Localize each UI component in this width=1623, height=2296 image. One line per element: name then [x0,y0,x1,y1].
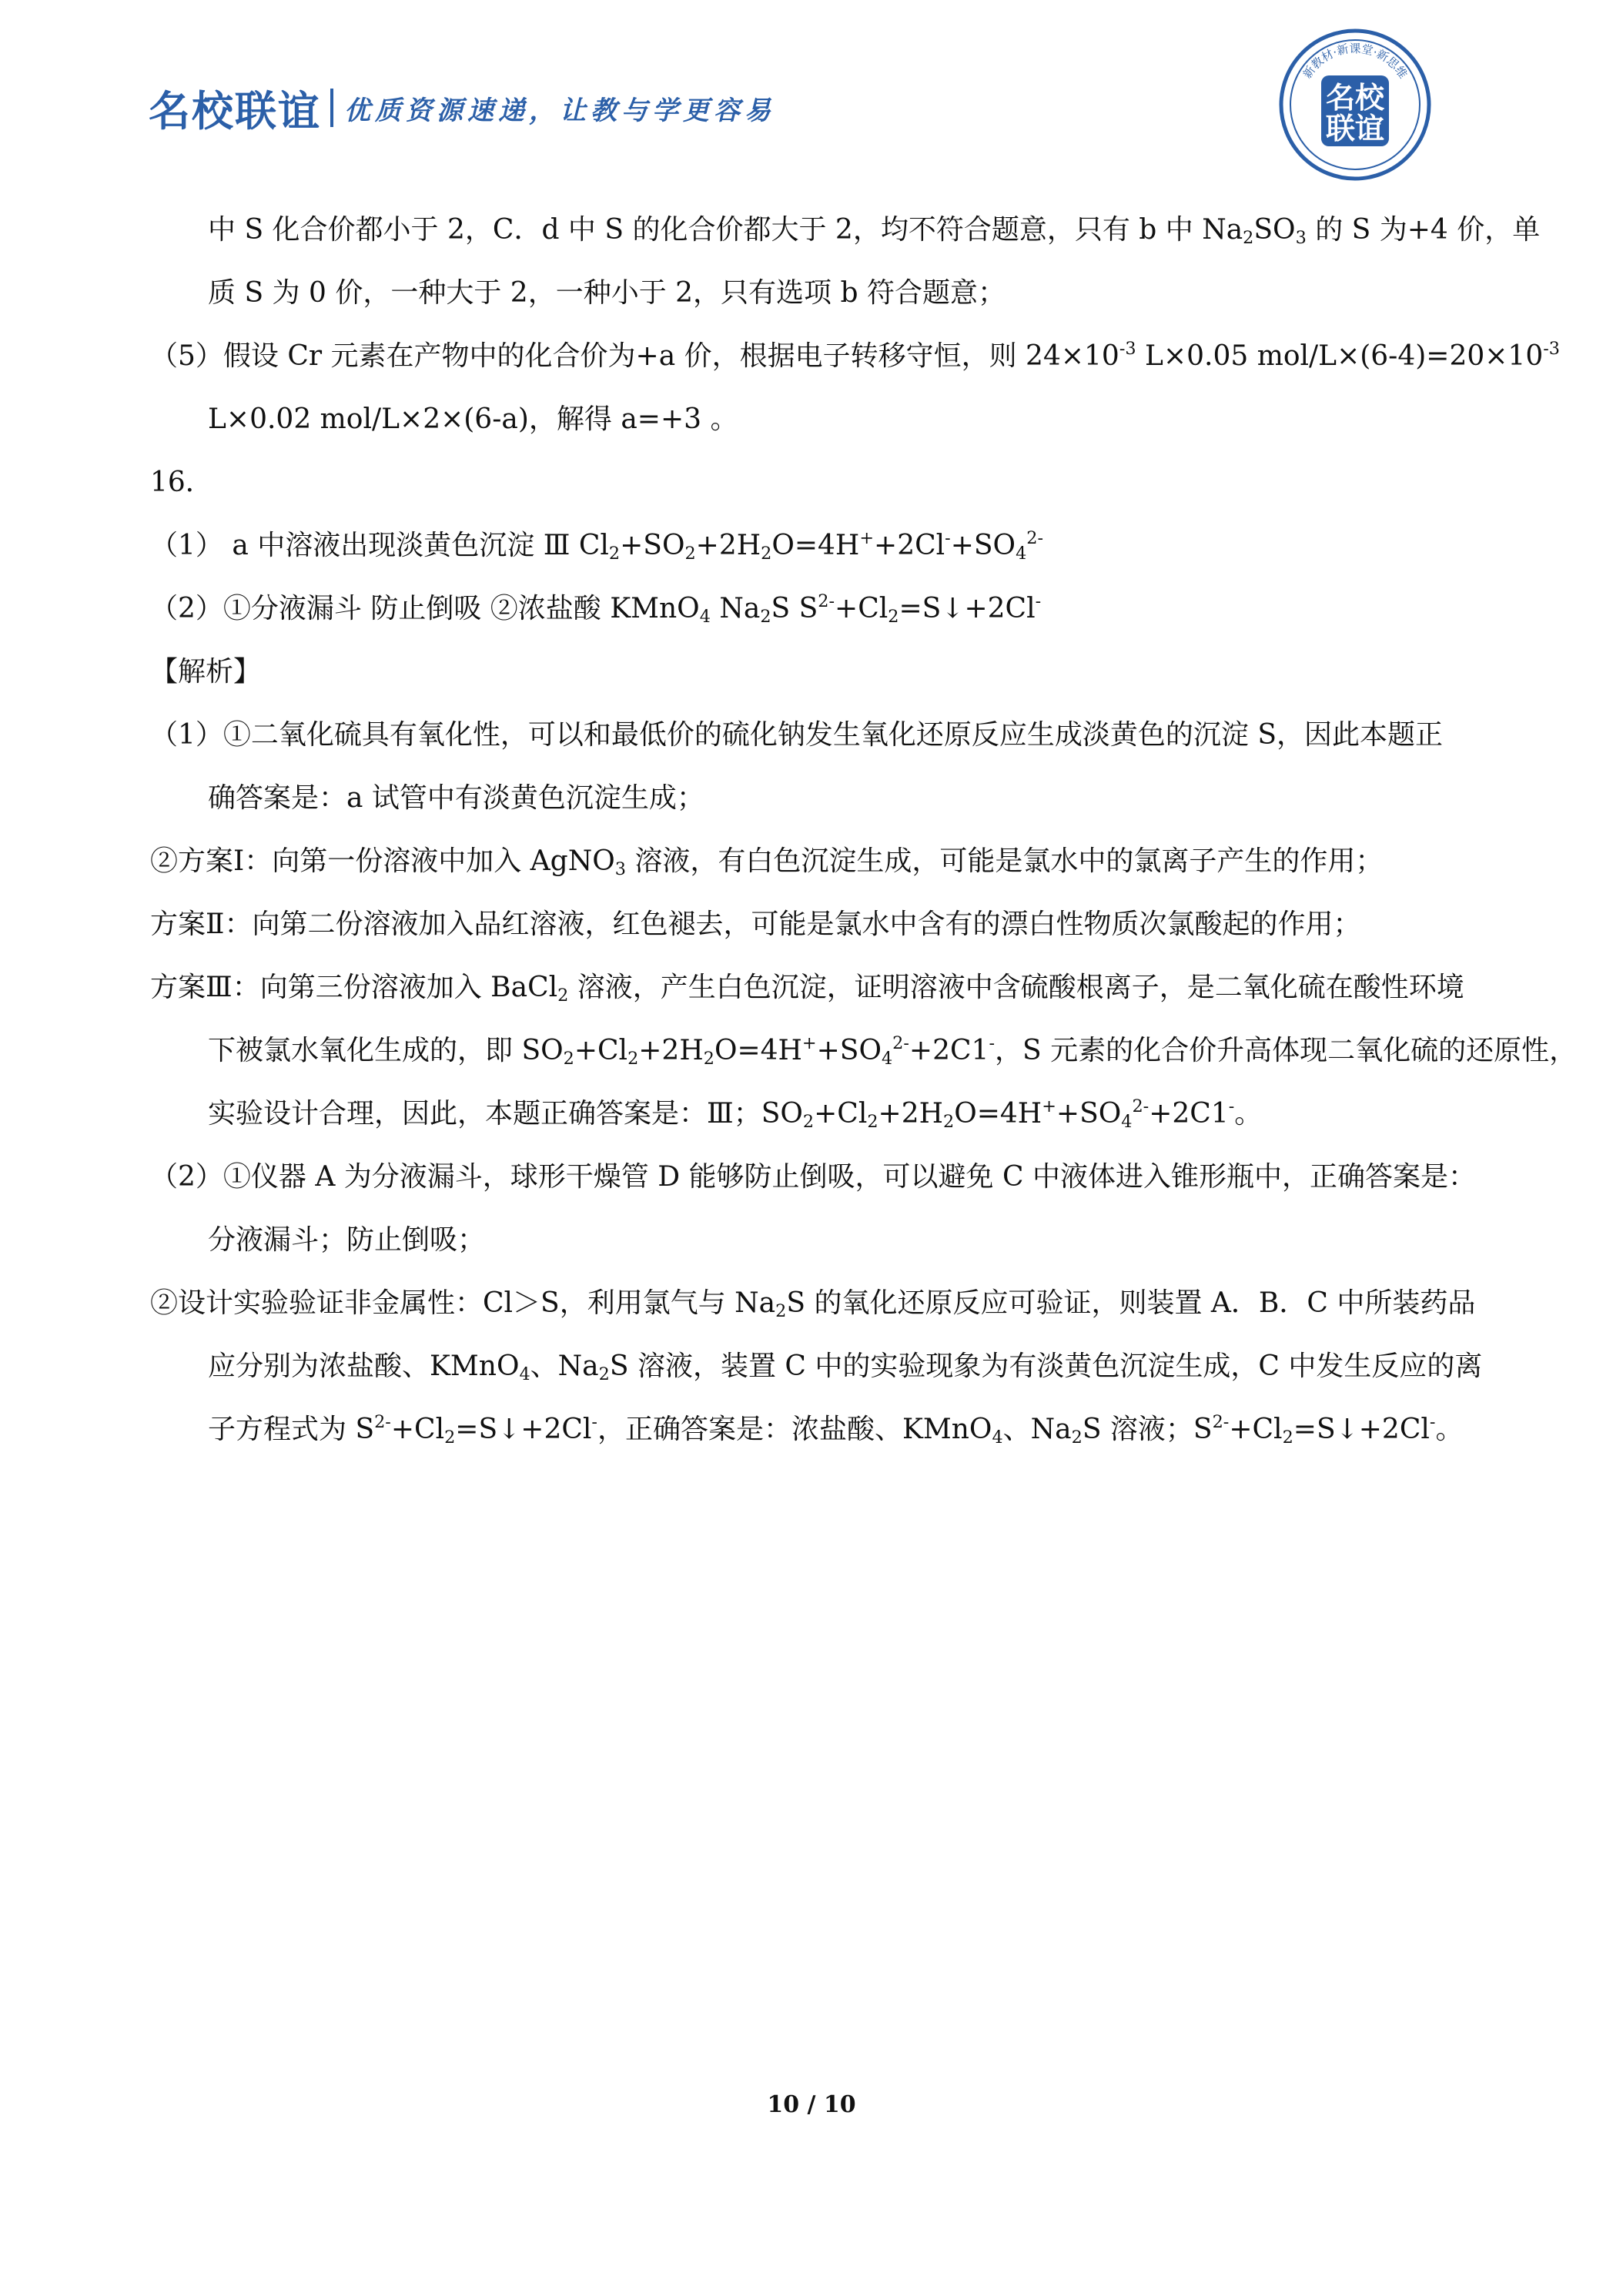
analysis-heading: 【解析】 [150,656,262,688]
text-line: L×0.02 mol/L×2×(6-a)，解得 a=+3 。 [208,403,738,435]
text-line: 质 S 为 0 价，一种大于 2，一种小于 2，只有选项 b 符合题意； [208,277,1006,309]
text-line: 应分别为浓盐酸、KMnO$_4$、$Na_2S$ 溶液，装置 C 中的实验现象为有淡黄色沉淀生成，C 中发生反应的离 [208,1350,1483,1385]
brand-name: 名校联谊 [149,86,321,136]
text-line: ②方案Ⅰ：向第一份溶液中加入 AgNO$_3$ 溶液，有白色沉淀生成，可能是氯水中的氯离子产生的作用； [150,845,1384,880]
seal-arc-text: 新教材·新课堂·新思维 [1300,42,1411,82]
answer-line-1: （1） a 中溶液出现淡黄色沉淀 Ⅲ $Cl_2+SO_2+2H_2O=4H^++2Cl^-+SO_4^{2-}$ [150,528,1044,564]
page-number: 10 / 10 [767,2091,856,2118]
header-divider [330,89,333,127]
text-line: （2）①仪器 A 为分液漏斗，球形干燥管 D 能够防止倒吸，可以避免 C 中液体进入锥形瓶中，正确答案是： [150,1161,1476,1193]
text-line: 中 S 化合价都小于 2，C．d 中 S 的化合价都大于 2，均不符合题意，只有 b 中 $Na_2SO_3$ 的 S 为+4 价，单 [208,214,1541,249]
text-line: 分液漏斗；防止倒吸； [208,1224,486,1256]
header-logo [149,77,775,139]
text-line: （5）假设 Cr 元素在产物中的化合价为+a 价，根据电子转移守恒，则 $24\times 10^{-3}$ L×0.05 mol/$L\times(6-4)=20\times 10^{-3}$ [150,339,1560,372]
brand-slogan: 优质资源速递，让教与学更容易 [344,95,775,126]
text-line: 子方程式为 $S^{2-}+Cl_2=S↓+2Cl^-$，正确答案是：浓盐酸、KMnO$_4$、$Na_2S$ 溶液；$S^{2-}+Cl_2=S↓+2Cl^-$。 [208,1412,1464,1448]
text-line: 确答案是：a 试管中有淡黄色沉淀生成； [208,782,704,814]
text-line: （1）①二氧化硫具有氧化性，可以和最低价的硫化钠发生氧化还原反应生成淡黄色的沉淀 S，因此本题正 [150,719,1444,751]
seal-logo-icon [1278,28,1432,182]
text-line: 下被氯水氧化生成的，即 $SO_2+Cl_2+2H_2O=4H^++SO_4^{2-}+2C1^-$，S 元素的化合价升高体现二氧化硫的还原性， [208,1033,1578,1069]
text-line: 方案Ⅱ：向第二份溶液加入品红溶液，红色褪去，可能是氯水中含有的漂白性物质次氯酸起的作用； [150,909,1361,940]
answer-line-2: （2）①分液漏斗 防止倒吸 ②浓盐酸 KMnO$_4$ $Na_2S$ $S^{2-}+Cl_2=S↓+2Cl^-$ [150,591,1042,628]
seal-text-2: 联谊 [1325,112,1385,146]
seal-text-1: 名校 [1325,81,1385,115]
text-line: ②设计实验验证非金属性：Cl＞S，利用氯气与 $Na_2S$ 的氧化还原反应可验证，则装置 A．B．C 中所装药品 [150,1287,1476,1322]
text-line: 方案Ⅲ：向第三份溶液加入 BaCl$_2$ 溶液，产生白色沉淀，证明溶液中含硫酸根离子，是二氧化硫在酸性环境 [150,972,1464,1006]
question-number: 16． [150,467,213,498]
text-line: 实验设计合理，因此，本题正确答案是：Ⅲ；$SO_2+Cl_2+2H_2O=4H^++SO_4^{2-}+2C1^-$。 [208,1096,1263,1133]
